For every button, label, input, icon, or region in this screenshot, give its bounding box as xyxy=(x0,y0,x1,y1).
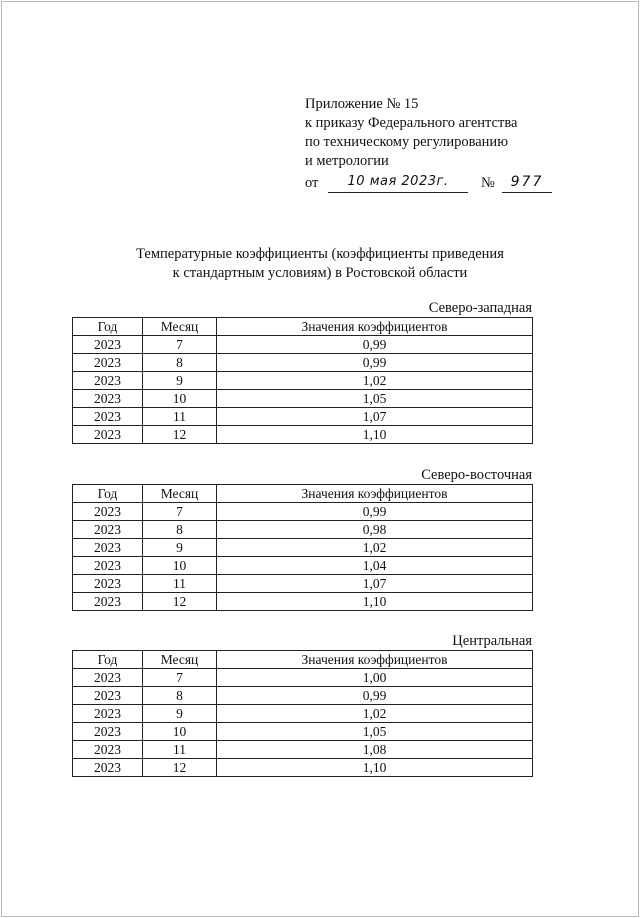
cell-year: 2023 xyxy=(73,390,143,408)
cell-value: 0,98 xyxy=(217,521,533,539)
cell-value: 1,07 xyxy=(217,408,533,426)
cell-month: 7 xyxy=(143,669,217,687)
cell-month: 8 xyxy=(143,687,217,705)
cell-month: 10 xyxy=(143,557,217,575)
cell-value: 1,10 xyxy=(217,426,533,444)
appendix-number: Приложение № 15 xyxy=(305,96,419,112)
table-header-row xyxy=(73,485,533,503)
table-row xyxy=(73,354,533,372)
region-block-central xyxy=(72,632,532,777)
cell-month: 12 xyxy=(143,426,217,444)
table-row xyxy=(73,575,533,593)
order-reference-line-2: по техническому регулированию xyxy=(305,134,509,150)
cell-month: 12 xyxy=(143,759,217,777)
cell-value: 1,00 xyxy=(217,669,533,687)
table-header-row xyxy=(73,651,533,669)
cell-year: 2023 xyxy=(73,557,143,575)
cell-year: 2023 xyxy=(73,687,143,705)
title-line-2: к стандартным условиям) в Ростовской области xyxy=(172,265,468,281)
region-block-northeast xyxy=(72,466,532,611)
cell-value: 1,02 xyxy=(217,539,533,557)
table-row xyxy=(73,336,533,354)
cell-month: 10 xyxy=(143,390,217,408)
table-row xyxy=(73,539,533,557)
cell-year: 2023 xyxy=(73,669,143,687)
table-row xyxy=(73,669,533,687)
table-row xyxy=(73,521,533,539)
region-name: Центральная xyxy=(452,633,532,649)
column-header-year: Год xyxy=(73,485,143,503)
table-row xyxy=(73,408,533,426)
coefficients-table xyxy=(72,650,533,777)
order-date-number-line xyxy=(305,174,605,196)
cell-value: 1,07 xyxy=(217,575,533,593)
table-row xyxy=(73,759,533,777)
coefficients-table xyxy=(72,317,533,444)
column-header-year: Год xyxy=(73,651,143,669)
cell-year: 2023 xyxy=(73,705,143,723)
cell-month: 9 xyxy=(143,539,217,557)
cell-year: 2023 xyxy=(73,372,143,390)
table-row xyxy=(73,741,533,759)
cell-month: 7 xyxy=(143,336,217,354)
table-row xyxy=(73,503,533,521)
order-reference-line-1: к приказу Федерального агентства xyxy=(305,115,518,131)
cell-value: 1,10 xyxy=(217,759,533,777)
appendix-header xyxy=(305,95,605,196)
cell-year: 2023 xyxy=(73,521,143,539)
table-row xyxy=(73,557,533,575)
document-title xyxy=(70,245,570,283)
cell-month: 9 xyxy=(143,372,217,390)
cell-year: 2023 xyxy=(73,593,143,611)
order-number-handwritten: 977 xyxy=(502,174,552,193)
column-header-value: Значения коэффициентов xyxy=(217,318,533,336)
cell-year: 2023 xyxy=(73,741,143,759)
table-row xyxy=(73,593,533,611)
cell-year: 2023 xyxy=(73,426,143,444)
column-header-month: Месяц xyxy=(143,485,217,503)
cell-year: 2023 xyxy=(73,503,143,521)
table-row xyxy=(73,687,533,705)
table-row xyxy=(73,390,533,408)
cell-value: 1,05 xyxy=(217,723,533,741)
cell-year: 2023 xyxy=(73,336,143,354)
cell-value: 1,05 xyxy=(217,390,533,408)
cell-month: 11 xyxy=(143,741,217,759)
cell-value: 0,99 xyxy=(217,687,533,705)
cell-month: 10 xyxy=(143,723,217,741)
cell-month: 11 xyxy=(143,408,217,426)
cell-month: 7 xyxy=(143,503,217,521)
cell-month: 12 xyxy=(143,593,217,611)
cell-value: 1,08 xyxy=(217,741,533,759)
table-row xyxy=(73,426,533,444)
coefficients-table xyxy=(72,484,533,611)
order-reference-line-3: и метрологии xyxy=(305,153,389,169)
cell-year: 2023 xyxy=(73,575,143,593)
cell-value: 0,99 xyxy=(217,354,533,372)
column-header-value: Значения коэффициентов xyxy=(217,651,533,669)
order-date-handwritten: 10 мая 2023г. xyxy=(328,174,468,193)
cell-value: 1,10 xyxy=(217,593,533,611)
table-header-row xyxy=(73,318,533,336)
cell-year: 2023 xyxy=(73,354,143,372)
cell-value: 0,99 xyxy=(217,503,533,521)
cell-month: 9 xyxy=(143,705,217,723)
column-header-month: Месяц xyxy=(143,318,217,336)
column-header-value: Значения коэффициентов xyxy=(217,485,533,503)
number-label: № xyxy=(481,175,495,191)
cell-value: 1,02 xyxy=(217,705,533,723)
cell-month: 8 xyxy=(143,521,217,539)
region-block-northwest xyxy=(72,299,532,444)
cell-value: 0,99 xyxy=(217,336,533,354)
cell-year: 2023 xyxy=(73,759,143,777)
cell-year: 2023 xyxy=(73,539,143,557)
cell-value: 1,04 xyxy=(217,557,533,575)
column-header-month: Месяц xyxy=(143,651,217,669)
from-label: от xyxy=(305,175,319,191)
cell-month: 8 xyxy=(143,354,217,372)
cell-year: 2023 xyxy=(73,408,143,426)
cell-value: 1,02 xyxy=(217,372,533,390)
region-name: Северо-западная xyxy=(428,300,532,316)
column-header-year: Год xyxy=(73,318,143,336)
table-row xyxy=(73,723,533,741)
region-name: Северо-восточная xyxy=(421,467,532,483)
cell-month: 11 xyxy=(143,575,217,593)
table-row xyxy=(73,705,533,723)
table-row xyxy=(73,372,533,390)
title-line-1: Температурные коэффициенты (коэффициенты приведения xyxy=(136,246,504,262)
cell-year: 2023 xyxy=(73,723,143,741)
